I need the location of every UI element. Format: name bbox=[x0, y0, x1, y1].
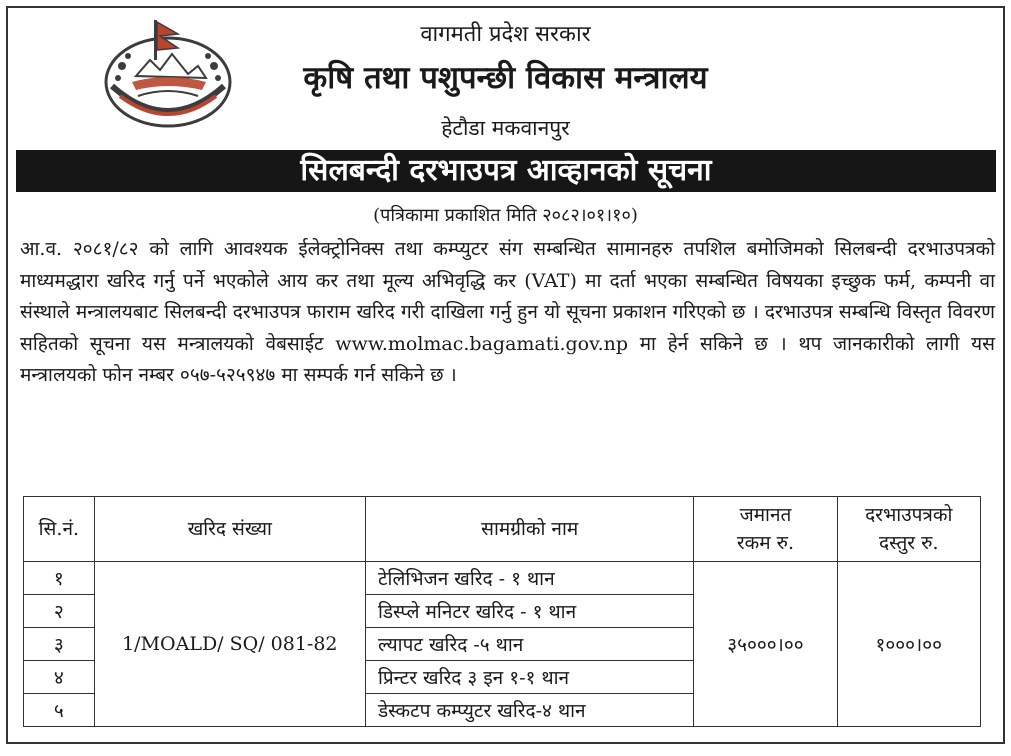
notice-title-banner: सिलबन्दी दरभाउपत्र आव्हानको सूचना bbox=[16, 150, 996, 192]
cell-sn: ५ bbox=[24, 694, 95, 727]
watermark-logo bbox=[313, 388, 329, 442]
cell-sn: ३ bbox=[24, 628, 95, 661]
publication-date: (पत्रिकामा प्रकाशित मिति २०८२।०१।१०) bbox=[373, 205, 638, 226]
col-header-fee bbox=[837, 497, 980, 562]
col-header-deposit-line1: जमानत bbox=[739, 504, 792, 526]
header-province-government: वागमती प्रदेश सरकार bbox=[420, 22, 591, 47]
notice-body-text: आ.व. २०८१/८२ को लागि आवश्यक ईलेक्ट्रोनिक्स तथा कम्प्युटर संग सम्बन्धित सामानहरु तपशिल बमोजिमको सिलबन्दी दरभाउपत्रको माध्यमद्धारा खरिद गर्नु पर्ने भएकोले आय कर तथा मूल्य अभिवृद्धि कर (VAT) मा दर्ता भएका सम्बन्धित विषयका इच्छुक फर्म, कम्पनी वा संस्थाले मन्त्रालयबाट सिलबन्दी दरभाउपत्र फाराम खरिद गरी दाखिला गर्नु हुन यो सूचना प्रकाशन गरिएको छ । दरभाउपत्र सम्बन्धि विस्तृत विवरण सहितको सूचना यस मन्त्रालयको वेबसाईट www.molmac.bagamati.gov.np मा हेर्न सकिने छ । थप जानकारीको लागी यस मन्त्रालयको फोन नम्बर ०५७-५२५९४७ मा सम्पर्क गर्न सकिने छ । bbox=[20, 238, 995, 386]
notice-page bbox=[6, 6, 1005, 744]
cell-item-name: डेस्कटप कम्प्युटर खरिद-४ थान bbox=[365, 694, 693, 727]
cell-fee-amount: १०००।०० bbox=[837, 562, 980, 727]
cell-procurement-no: 1/MOALD/ SQ/ 081-82 bbox=[94, 562, 365, 727]
cell-sn: ४ bbox=[24, 661, 95, 694]
cell-deposit-amount: ३५०००।०० bbox=[694, 562, 837, 727]
cell-item-name: प्रिन्टर खरिद ३ इन १-१ थान bbox=[365, 661, 693, 694]
col-header-deposit bbox=[694, 497, 837, 562]
col-header-item-name: सामग्रीको नाम bbox=[365, 497, 693, 562]
header-location: हेटौडा मकवानपुर bbox=[441, 116, 570, 140]
cell-sn: २ bbox=[24, 595, 95, 628]
table-row bbox=[24, 562, 981, 595]
procurement-table bbox=[23, 496, 981, 727]
table-header-row bbox=[24, 497, 981, 562]
col-header-procurement-no: खरिद संख्या bbox=[94, 497, 365, 562]
cell-item-name: ल्यापट खरिद -५ थान bbox=[365, 628, 693, 661]
col-header-fee-line2: दस्तुर रु. bbox=[879, 532, 939, 554]
cell-item-name: टेलिभिजन खरिद - १ थान bbox=[365, 562, 693, 595]
col-header-deposit-line2: रकम रु. bbox=[736, 532, 795, 554]
col-header-fee-line1: दरभाउपत्रको bbox=[865, 504, 953, 526]
cell-sn: १ bbox=[24, 562, 95, 595]
header-ministry-name: कृषि तथा पशुपन्छी विकास मन्त्रालय bbox=[303, 60, 708, 96]
col-header-sn: सि.नं. bbox=[24, 497, 95, 562]
cell-item-name: डिस्प्ले मनिटर खरिद - १ थान bbox=[365, 595, 693, 628]
